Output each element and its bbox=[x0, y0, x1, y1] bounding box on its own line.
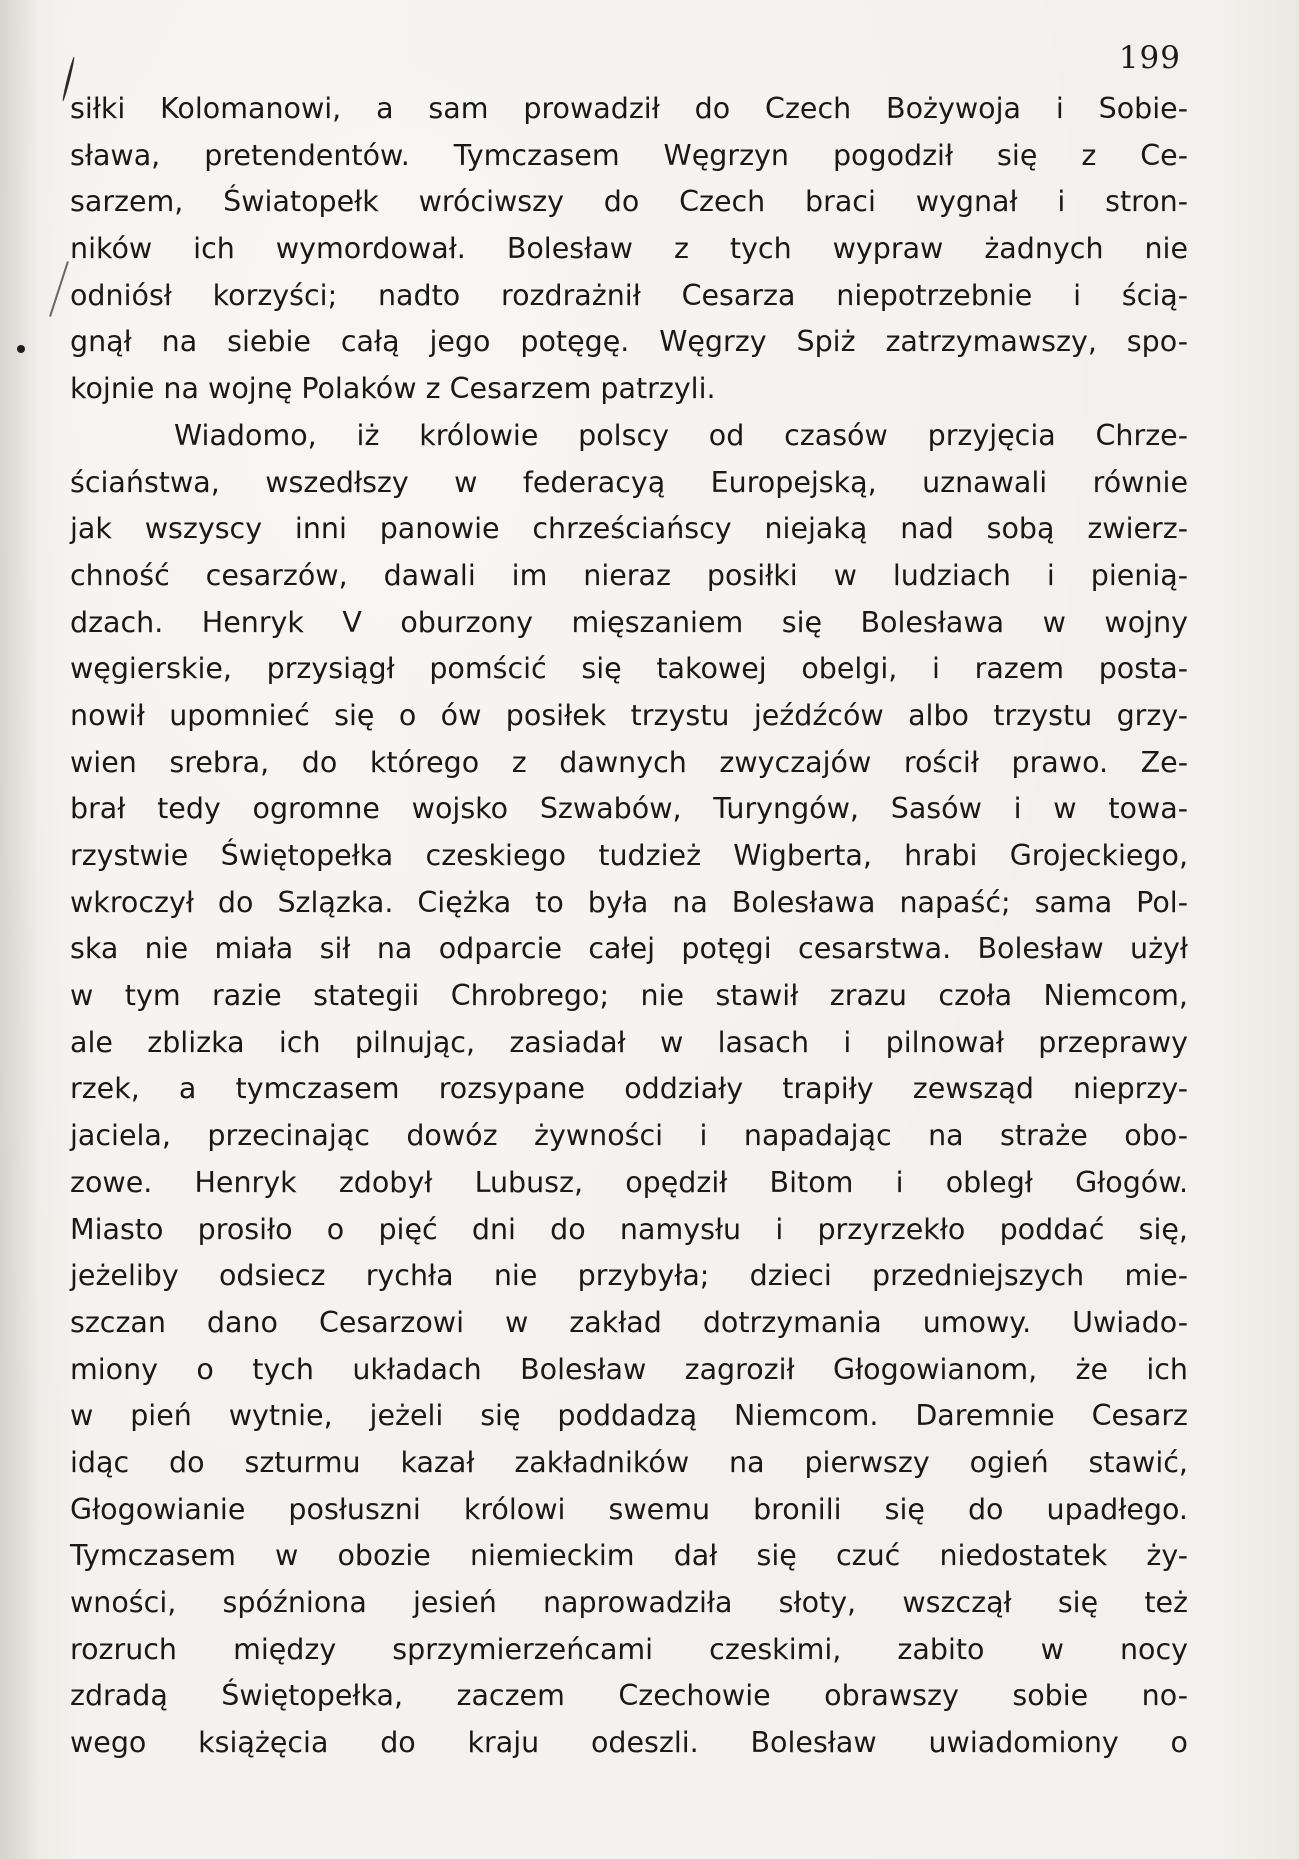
text-line: jaciela, przecinając dowóz żywności i napadając na straże obo- bbox=[70, 1119, 1188, 1153]
text-line: w tym razie stategii Chrobrego; nie stawił zrazu czoła Niemcom, bbox=[70, 979, 1188, 1013]
text-line: siłki Kolomanowi, a sam prowadził do Czech Bożywoja i Sobie- bbox=[70, 92, 1188, 125]
text-line: zowe. Henryk zdobył Lubusz, opędził Bitom i obległ Głogów. bbox=[70, 1165, 1188, 1199]
text-line: sarzem, Światopełk wróciwszy do Czech braci wygnał i stron- bbox=[70, 185, 1188, 219]
text-line: węgierskie, przysiągł pomścić się takowej obelgi, i razem posta- bbox=[70, 652, 1188, 686]
text-line: wego książęcia do kraju odeszli. Bolesław uwiadomiony o bbox=[70, 1726, 1188, 1760]
margin-pencil-stroke bbox=[49, 261, 69, 317]
text-line: wien srebra, do którego z dawnych zwyczajów rościł prawo. Ze- bbox=[70, 745, 1188, 779]
gutter-shadow bbox=[0, 0, 40, 1859]
text-line: dzach. Henryk V oburzony mięszaniem się Bolesława w wojny bbox=[70, 605, 1188, 639]
text-line: jak wszyscy inni panowie chrześciańscy niejaką nad sobą zwierz- bbox=[70, 512, 1188, 546]
body-text bbox=[70, 86, 1188, 1767]
text-line: ska nie miała sił na odparcie całej potęgi cesarstwa. Bolesław użył bbox=[70, 932, 1188, 966]
text-line: szczan dano Cesarzowi w zakład dotrzymania umowy. Uwiado- bbox=[70, 1305, 1188, 1339]
text-line: zdradą Świętopełka, zaczem Czechowie obrawszy sobie no- bbox=[70, 1679, 1188, 1713]
text-line: rzek, a tymczasem rozsypane oddziały trapiły zewsząd nieprzy- bbox=[70, 1072, 1188, 1106]
text-line: Głogowianie posłuszni królowi swemu bronili się do upadłego. bbox=[70, 1492, 1188, 1526]
text-line: rzystwie Świętopełka czeskiego tudzież Wigberta, hrabi Grojeckiego, bbox=[70, 839, 1188, 872]
page-number: 199 bbox=[1118, 40, 1181, 76]
text-line: Tymczasem w obozie niemieckim dał się czuć niedostatek ży- bbox=[70, 1539, 1188, 1573]
text-line: chność cesarzów, dawali im nieraz posiłki w ludziach i pienią- bbox=[70, 558, 1188, 592]
text-line: ale zblizka ich pilnując, zasiadał w lasach i pilnował przeprawy bbox=[70, 1025, 1188, 1059]
text-line: ników ich wymordował. Bolesław z tych wypraw żadnych nie bbox=[70, 232, 1188, 266]
text-line: w pień wytnie, jeżeli się poddadzą Niemcom. Daremnie Cesarz bbox=[70, 1399, 1188, 1433]
text-line: ściaństwa, wszedłszy w federacyą Europejską, uznawali równie bbox=[70, 465, 1188, 499]
text-line: rozruch między sprzymierzeńcami czeskimi, zabito w nocy bbox=[70, 1632, 1188, 1666]
text-line: kojnie na wojnę Polaków z Cesarzem patrzyli. bbox=[70, 372, 716, 406]
text-line: Wiadomo, iż królowie polscy od czasów przyjęcia Chrze- bbox=[174, 418, 1188, 452]
text-line: miony o tych układach Bolesław zagroził Głogowianom, że ich bbox=[70, 1352, 1188, 1386]
text-line: wkroczył do Szlązka. Ciężka to była na Bolesława napaść; sama Pol- bbox=[70, 885, 1188, 919]
text-line: brał tedy ogromne wojsko Szwabów, Turyngów, Sasów i w towa- bbox=[70, 792, 1188, 826]
text-line: gnął na siebie całą jego potęgę. Węgrzy Spiż zatrzymawszy, spo- bbox=[70, 325, 1188, 359]
text-line: Miasto prosiło o pięć dni do namysłu i przyrzekło poddać się, bbox=[70, 1212, 1188, 1246]
text-line: jeżeliby odsiecz rychła nie przybyła; dzieci przedniejszych mie- bbox=[70, 1259, 1188, 1293]
text-line: nowił upomnieć się o ów posiłek trzystu jeźdźców albo trzystu grzy- bbox=[70, 698, 1188, 732]
text-line: sława, pretendentów. Tymczasem Węgrzyn pogodził się z Ce- bbox=[70, 138, 1188, 172]
margin-ink-dot bbox=[17, 345, 25, 353]
text-line: idąc do szturmu kazał zakładników na pierwszy ogień stawić, bbox=[70, 1445, 1188, 1479]
text-line: wności, spóźniona jesień naprowadziła słoty, wszczął się też bbox=[70, 1586, 1188, 1619]
text-line: odniósł korzyści; nadto rozdrażnił Cesarza niepotrzebnie i ścią- bbox=[70, 278, 1188, 312]
